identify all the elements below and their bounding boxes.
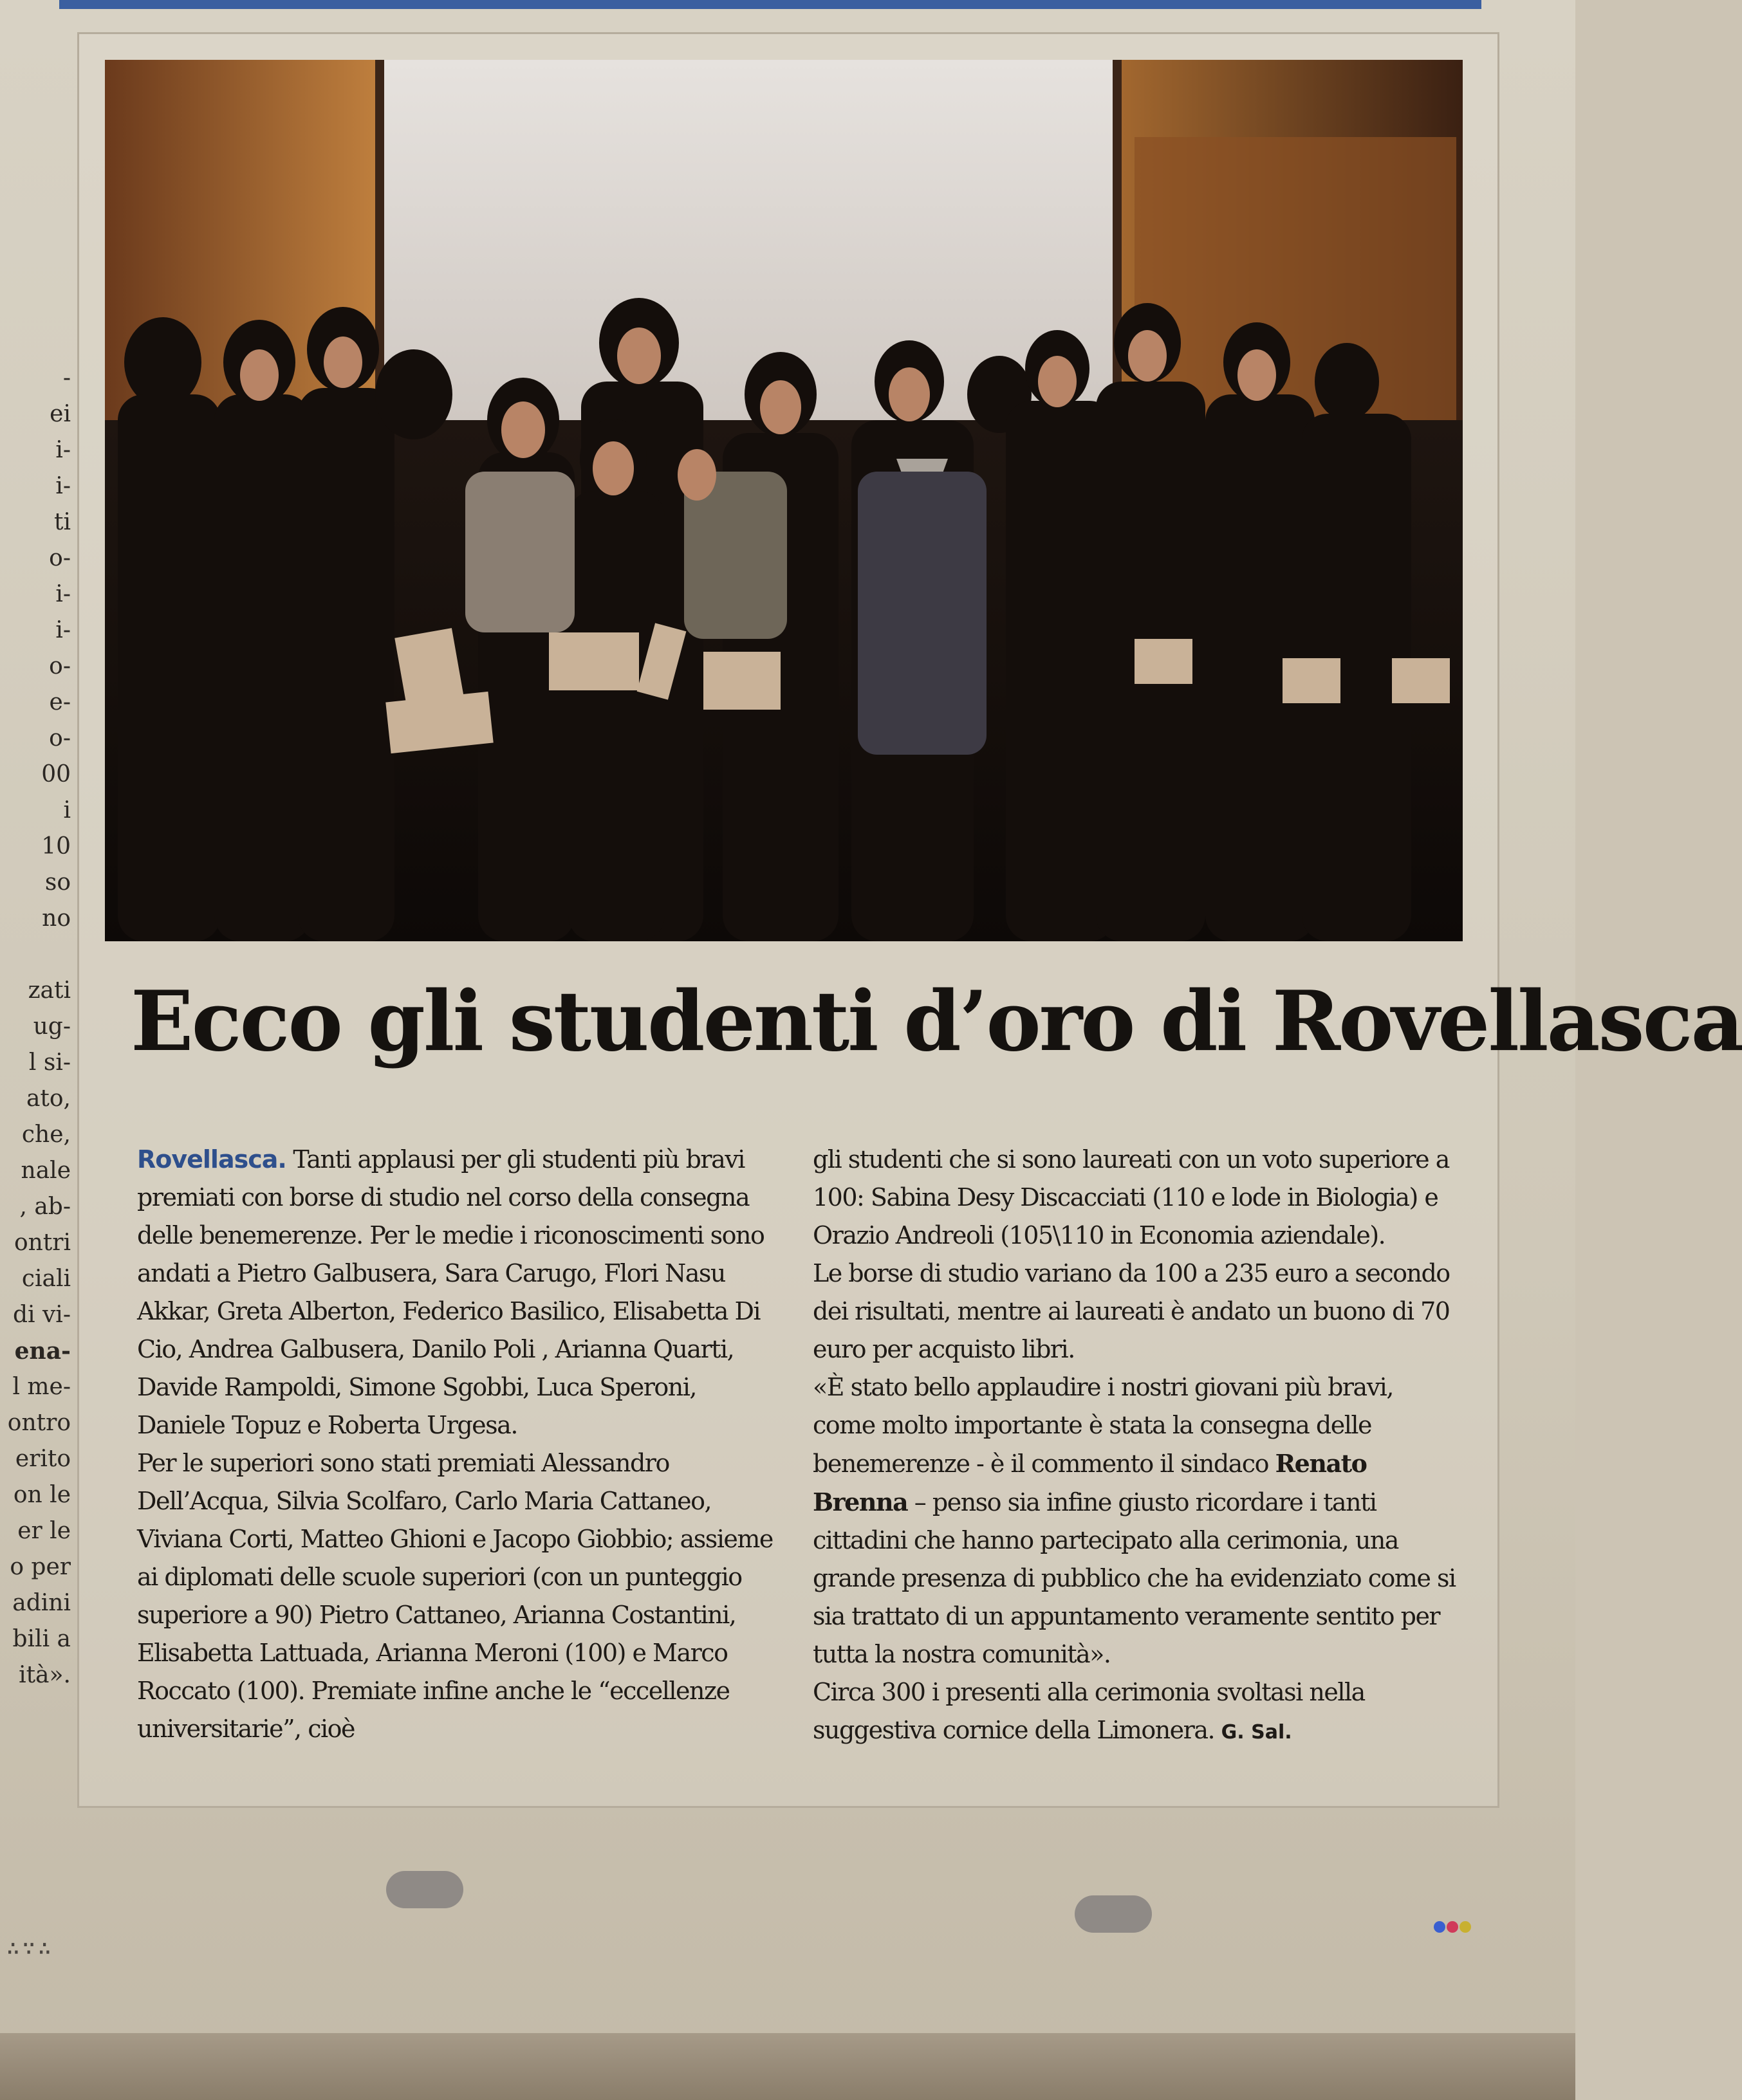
article-frame (77, 32, 1742, 1808)
left-column-fragment: che, (21, 1121, 71, 1148)
left-column-fragment: ontri (14, 1230, 71, 1256)
registration-marks: ∴∵∴ (6, 1935, 54, 1961)
left-column-fragment: i (63, 797, 71, 824)
closing-text: Circa 300 i presenti alla cerimonia svoltasi nella suggestiva cornice della Limonera. (813, 1678, 1365, 1744)
left-column-fragment: di vi- (12, 1302, 71, 1328)
left-column-fragment: i- (55, 473, 71, 499)
left-column-fragment: o- (49, 653, 71, 679)
left-column-fragment: ug- (33, 1013, 71, 1040)
quote-part-a: «È stato bello applaudire i nostri giovani più bravi, come molto importante è stata la consegna delle benemerenze - è il commento il sindaco (813, 1373, 1393, 1478)
article-column-2 (813, 1141, 1456, 1751)
left-column-fragment: er le (17, 1518, 71, 1544)
left-column-fragment: ena- (14, 1338, 71, 1365)
left-column-fragment: - (62, 365, 71, 391)
left-column-fragment: i- (55, 581, 71, 607)
left-column-fragment: 00 (41, 761, 71, 788)
article-headline: Ecco gli studenti d’oro di Rovellasca (131, 973, 1742, 1070)
group-photo (105, 60, 1463, 941)
left-column-fragment: zati (28, 977, 71, 1004)
mayor-name: Renato Brenna (813, 1449, 1367, 1516)
left-column-fragment: erito (15, 1446, 71, 1472)
adjacent-article-cutoff-column (0, 360, 71, 1776)
left-column-fragment: i- (55, 617, 71, 643)
left-column-fragment: ato, (26, 1085, 71, 1112)
group-photo-image (105, 60, 1463, 941)
paragraph-borse: Le borse di studio variano da 100 a 235 euro a secondo dei risultati, mentre ai laureati è andato un buono di 70 euro per acquisto libri. (813, 1259, 1450, 1363)
left-column-fragment: ità». (19, 1662, 71, 1688)
paragraph-closing (813, 1673, 1456, 1751)
left-column-fragment: ciali (21, 1266, 71, 1292)
paper-edge (0, 2033, 1575, 2100)
left-column-fragment: so (44, 869, 71, 896)
left-column-fragment: ti (54, 509, 71, 535)
left-column-fragment: e- (49, 689, 71, 715)
left-column-fragment: 10 (41, 833, 71, 860)
quote-part-b: – penso sia infine giusto ricordare i tanti cittadini che hanno partecipato alla cerimonia, una grande presenza di pubblico che ha evidenziato come si sia trattato di un appuntamento veramente sentito per tutta la nostra comunità». (813, 1488, 1456, 1668)
paragraph-quote (813, 1368, 1456, 1673)
color-registration-dots (1434, 1921, 1472, 1935)
left-column-fragment: l me- (12, 1374, 71, 1400)
left-column-fragment: ontro (7, 1410, 71, 1436)
article-column-1 (137, 1141, 781, 1748)
paragraph-superiori: Per le superiori sono stati premiati Alessandro Dell’Acqua, Silvia Scolfaro, Carlo Maria Cattaneo, Viviana Corti, Matteo Ghioni e Jacopo Giobbio; assieme ai diplomati delle scuole superiori (con un punteggio superiore a 90) Pietro Cattaneo, Arianna Costantini, Elisabetta Lattuada, Arianna Meroni (100) e Marco Roccato (100). Premiate infine anche le “eccellenze universitarie”, cioè (137, 1449, 773, 1743)
left-column-fragment: l si- (28, 1049, 71, 1076)
dateline-kicker: Rovellasca. (137, 1145, 286, 1174)
paragraph-intro-text: Tanti applausi per gli studenti più bravi premiati con borse di studio nel corso della consegna delle benemerenze. Per le medie i riconoscimenti sono andati a Pietro Galbusera, Sara Carugo, Flori Nasu Akkar, Greta Alberton, Federico Basilico, Elisabetta Di Cio, Andrea Galbusera, Danilo Poli , Arianna Quarti, Davide Rampoldi, Simone Sgobbi, Luca Speroni, Daniele Topuz e Roberta Urgesa. (137, 1145, 764, 1439)
left-column-fragment: i- (55, 437, 71, 463)
left-column-fragment: , ab- (19, 1193, 71, 1220)
left-column-fragment: no (42, 905, 71, 932)
left-column-fragment: nale (21, 1157, 71, 1184)
left-column-fragment: on le (13, 1482, 71, 1508)
printer-mark-right (1075, 1895, 1152, 1933)
left-column-fragment: bili a (12, 1626, 71, 1652)
left-column-fragment: o- (49, 545, 71, 571)
author-signature: G. Sal. (1221, 1721, 1292, 1744)
left-column-fragment (0, 937, 71, 973)
printer-mark-left (386, 1871, 463, 1908)
left-column-fragment: ei (50, 401, 71, 427)
left-column-fragment: o per (10, 1554, 71, 1580)
left-column-fragment: adini (12, 1590, 71, 1616)
top-blue-rule (59, 0, 1481, 9)
paragraph-universitarie: gli studenti che si sono laureati con un voto superiore a 100: Sabina Desy Discacciati (110 e lode in Biologia) e Orazio Andreoli (105\110 in Economia aziendale). (813, 1145, 1449, 1249)
paragraph-intro (137, 1141, 781, 1444)
left-column-fragment: o- (49, 725, 71, 751)
